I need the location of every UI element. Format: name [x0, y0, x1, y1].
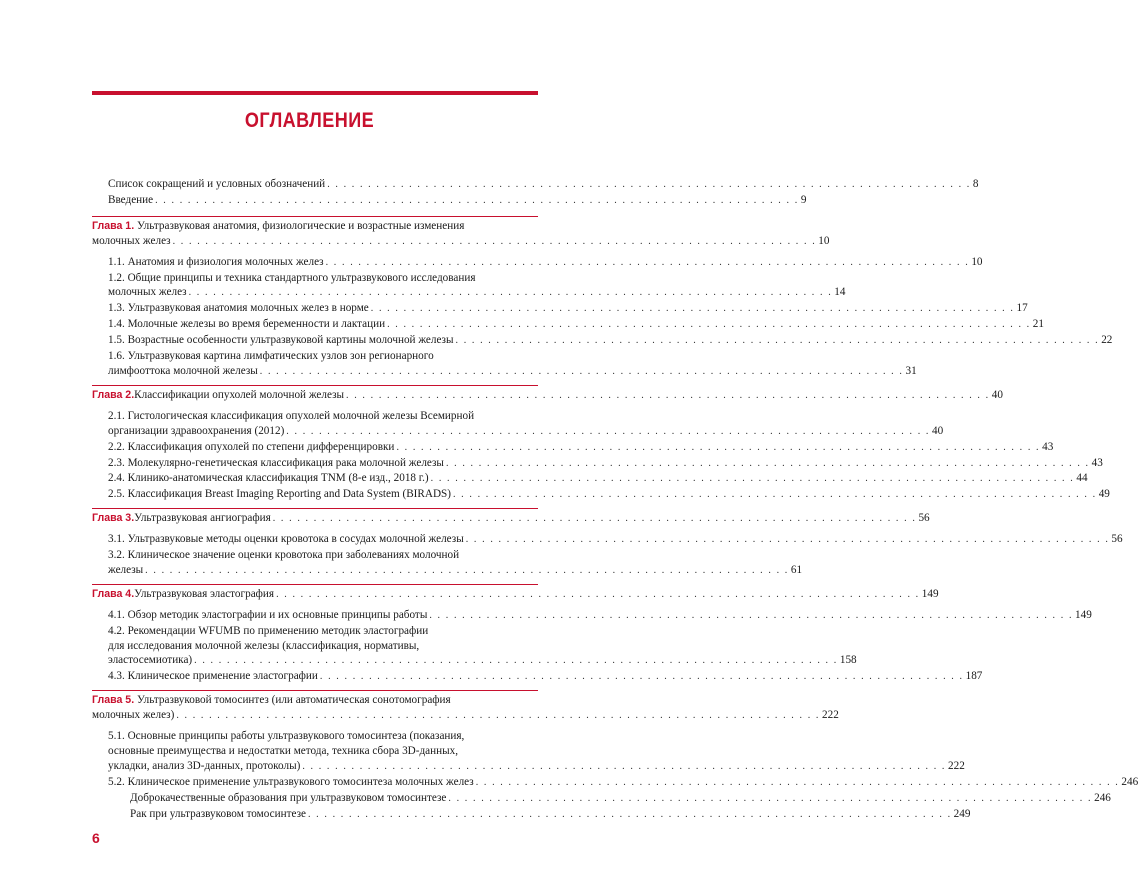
toc-entry-line — [92, 511, 930, 527]
toc-entry-text: 1.4. Молочные железы во время беременности и лактации — [108, 318, 386, 331]
toc-entry[interactable] — [92, 456, 1103, 472]
toc-entry-text: Доброкачественные образования при ультразвуковом томосинтезе — [130, 791, 447, 804]
toc-entry[interactable] — [92, 511, 930, 527]
toc-entry-text: Ультразвуковая анатомия, физиологические и возрастные изменения — [136, 219, 465, 232]
page-ref: 22 — [1101, 334, 1113, 347]
toc-entry-line — [92, 285, 846, 301]
toc-entry-line — [92, 775, 1138, 791]
chapter-block — [92, 690, 1138, 822]
toc-entry-text: молочных желез — [92, 234, 171, 247]
toc-entry-text: 3.2. Клиническое значение оценки кровотока при заболеваниях молочной — [108, 549, 460, 562]
toc-entry-line — [92, 333, 1113, 349]
toc-entry-line — [92, 532, 1123, 548]
toc-entry[interactable] — [92, 624, 857, 670]
dot-leader: . . . . . . . . . . . . . . . . . . . . . . . . . . . . . . . . . . . . . . . . . . . . . . . . . . . . . . . . . . . . . . . . . . . . . . . . . . . . . . . — [194, 655, 838, 667]
toc-entry-text: организации здравоохранения (2012) — [108, 424, 285, 437]
dot-leader: . . . . . . . . . . . . . . . . . . . . . . . . . . . . . . . . . . . . . . . . . . . . . . . . . . . . . . . . . . . . . . . . . . . . . . . . . . . . . . . — [475, 776, 1120, 788]
toc-entry-text: 2.1. Гистологическая классификация опухолей молочной железы Всемирной — [108, 409, 475, 422]
dot-leader: . . . . . . . . . . . . . . . . . . . . . . . . . . . . . . . . . . . . . . . . . . . . . . . . . . . . . . . . . . . . . . . . . . . . . . . . . . . . . . . — [455, 335, 1100, 347]
toc-entry-line — [92, 471, 1088, 487]
page-ref: 8 — [972, 178, 979, 190]
dot-leader: . . . . . . . . . . . . . . . . . . . . . . . . . . . . . . . . . . . . . . . . . . . . . . . . . . . . . . . . . . . . . . . . . . . . . . . . . . . . . . . — [396, 441, 1041, 453]
toc-entry[interactable] — [92, 301, 1028, 317]
toc-entry-line — [92, 669, 983, 685]
page-ref: 10 — [971, 255, 983, 268]
toc-entry[interactable] — [92, 532, 1123, 548]
dot-leader: . . . . . . . . . . . . . . . . . . . . . . . . . . . . . . . . . . . . . . . . . . . . . . . . . . . . . . . . . . . . . . . . . . . . . . . . . . . . . . . — [387, 319, 1031, 331]
dot-leader: . . . . . . . . . . . . . . . . . . . . . . . . . . . . . . . . . . . . . . . . . . . . . . . . . . . . . . . . . . . . . . . . . . . . . . . . . . . . . . . — [145, 564, 789, 576]
page-ref: 249 — [953, 807, 971, 820]
toc-entry-line — [92, 424, 944, 440]
toc-entry-line — [92, 608, 1092, 624]
toc-entry-line — [92, 563, 803, 579]
page-ref: 31 — [905, 364, 917, 377]
dot-leader: . . . . . . . . . . . . . . . . . . . . . . . . . . . . . . . . . . . . . . . . . . . . . . . . . . . . . . . . . . . . . . . . . . . . . . . . . . . . . . . — [448, 792, 1093, 804]
dot-leader: . . . . . . . . . . . . . . . . . . . . . . . . . . . . . . . . . . . . . . . . . . . . . . . . . . . . . . . . . . . . . . . . . . . . . . . . . . . . . . . — [176, 710, 821, 722]
top-rule — [92, 91, 538, 95]
toc-entry-text: 5.1. Основные принципы работы ультразвукового томосинтеза (показания, — [108, 730, 465, 743]
table-of-contents — [92, 177, 1138, 823]
chapter-label: Глава 3. — [92, 512, 135, 525]
toc-entry-line — [92, 729, 538, 744]
toc-entry-line — [92, 744, 538, 759]
toc-entry-line — [92, 791, 1111, 807]
chapter-block — [92, 508, 1123, 579]
toc-entry-text: 4.3. Клиническое применение эластографии — [108, 670, 318, 683]
chapter-block — [92, 385, 1110, 503]
page-ref: 14 — [834, 286, 846, 299]
dot-leader: . . . . . . . . . . . . . . . . . . . . . . . . . . . . . . . . . . . . . . . . . . . . . . . . . . . . . . . . . . . . . . . . . . . . . . . . . . . . . . . — [188, 287, 833, 299]
toc-entry-line — [92, 349, 538, 364]
dot-leader: . . . . . . . . . . . . . . . . . . . . . . . . . . . . . . . . . . . . . . . . . . . . . . . . . . . . . . . . . . . . . . . . . . . . . . . . . . . . . . . — [319, 671, 964, 683]
toc-entry-text: молочных желез — [108, 286, 187, 299]
toc-entry-text: железы — [108, 563, 144, 576]
toc-entry[interactable] — [92, 587, 939, 603]
chapter-label: Глава 1. — [92, 219, 135, 232]
page-ref: 43 — [1042, 440, 1054, 453]
toc-entry-line — [92, 364, 917, 380]
toc-entry-line — [92, 653, 857, 669]
page-ref: 9 — [800, 193, 807, 206]
page-ref: 246 — [1094, 791, 1111, 804]
toc-entry[interactable] — [92, 791, 1111, 807]
dot-leader: . . . . . . . . . . . . . . . . . . . . . . . . . . . . . . . . . . . . . . . . . . . . . . . . . . . . . . . . . . . . . . . . . . . . . . . . . . . . . . . — [276, 588, 920, 600]
toc-entry-text: основные преимущества и недостатки метода, техника сбора 3D-данных, — [108, 745, 459, 757]
toc-entry-text: 1.2. Общие принципы и техника стандартного ультразвукового исследования — [108, 271, 476, 284]
dot-leader: . . . . . . . . . . . . . . . . . . . . . . . . . . . . . . . . . . . . . . . . . . . . . . . . . . . . . . . . . . . . . . . . . . . . . . . . . . . . . . . — [429, 609, 1074, 621]
toc-entry-text: укладки, анализ 3D-данных, протоколы) — [108, 759, 301, 772]
dot-leader: . . . . . . . . . . . . . . . . . . . . . . . . . . . . . . . . . . . . . . . . . . . . . . . . . . . . . . . . . . . . . . . . . . . . . . . . . . . . . . . — [445, 457, 1090, 469]
page-ref: 49 — [1098, 488, 1110, 501]
toc-entry-line — [92, 317, 1044, 333]
toc-entry[interactable] — [92, 193, 807, 209]
dot-leader: . . . . . . . . . . . . . . . . . . . . . . . . . . . . . . . . . . . . . . . . . . . . . . . . . . . . . . . . . . . . . . . . . . . . . . . . . . . . . . . — [155, 194, 799, 206]
toc-entry[interactable] — [92, 807, 971, 823]
toc-entry-line — [92, 234, 830, 250]
toc-entry[interactable] — [92, 388, 1003, 404]
toc-entry-text: лимфооттока молочной железы — [108, 364, 258, 377]
toc-entry-line — [92, 548, 538, 563]
toc-entry-line — [92, 708, 839, 724]
page-ref: 17 — [1016, 302, 1028, 315]
dot-leader: . . . . . . . . . . . . . . . . . . . . . . . . . . . . . . . . . . . . . . . . . . . . . . . . . . . . . . . . . . . . . . . . . . . . . . . . . . . . . . . — [465, 534, 1110, 546]
page-ref: 40 — [991, 388, 1003, 401]
toc-entry-line — [92, 624, 538, 639]
toc-entry-line — [92, 759, 965, 775]
dot-leader: . . . . . . . . . . . . . . . . . . . . . . . . . . . . . . . . . . . . . . . . . . . . . . . . . . . . . . . . . . . . . . . . . . . . . . . . . . . . . . . — [307, 808, 952, 820]
page-ref: 246 — [1121, 775, 1138, 788]
toc-entry-line — [92, 587, 939, 603]
page-ref: 21 — [1032, 318, 1044, 331]
toc-entry[interactable] — [92, 255, 983, 271]
dot-leader: . . . . . . . . . . . . . . . . . . . . . . . . . . . . . . . . . . . . . . . . . . . . . . . . . . . . . . . . . . . . . . . . . . . . . . . . . . . . . . . — [172, 235, 817, 247]
toc-entry[interactable] — [92, 440, 1054, 456]
toc-entry[interactable] — [92, 271, 846, 302]
page-number: 6 — [92, 830, 100, 846]
toc-entry[interactable] — [92, 487, 1110, 503]
toc-entry-text: 4.1. Обзор методик эластографии и их основные принципы работы — [108, 608, 428, 621]
page-ref: 149 — [921, 587, 939, 600]
toc-entry-line — [92, 639, 538, 654]
page-ref: 10 — [818, 234, 830, 247]
toc-entry-text: для исследования молочной железы (классификация, нормативы, — [108, 639, 420, 652]
toc-entry-text: 2.3. Молекулярно-генетическая классификация рака молочной железы — [108, 456, 444, 469]
toc-entry[interactable] — [92, 775, 1138, 791]
toc-entry-line — [92, 807, 971, 823]
toc-entry-text: Рак при ультразвуковом томосинтезе — [130, 807, 306, 820]
toc-entry-text: 5.2. Клиническое применение ультразвукового томосинтеза молочных желез — [108, 775, 474, 788]
chapter-block — [92, 584, 1092, 685]
toc-entry-line — [92, 271, 538, 286]
toc-entry[interactable] — [92, 471, 1088, 487]
toc-entry-line — [92, 301, 1028, 317]
toc-entry-text: 3.1. Ультразвуковые методы оценки кровотока в сосудах молочной железы — [108, 533, 464, 546]
chapter-label: Глава 2. — [92, 388, 135, 401]
dot-leader: . . . . . . . . . . . . . . . . . . . . . . . . . . . . . . . . . . . . . . . . . . . . . . . . . . . . . . . . . . . . . . . . . . . . . . . . . . . . . . . — [302, 760, 947, 772]
toc-entry[interactable] — [92, 333, 1113, 349]
toc-entry-text: Ультразвуковая эластография — [134, 587, 275, 600]
toc-entry[interactable] — [92, 349, 917, 380]
dot-leader: . . . . . . . . . . . . . . . . . . . . . . . . . . . . . . . . . . . . . . . . . . . . . . . . . . . . . . . . . . . . . . . . . . . . . . . . . . . . . . . — [452, 489, 1097, 501]
toc-entry-text: 4.2. Рекомендации WFUMB по применению методик эластографии — [108, 624, 429, 637]
toc-entry-line — [92, 388, 1003, 404]
toc-entry[interactable] — [92, 409, 944, 440]
dot-leader: . . . . . . . . . . . . . . . . . . . . . . . . . . . . . . . . . . . . . . . . . . . . . . . . . . . . . . . . . . . . . . . . . . . . . . . . . . . . . . . — [286, 425, 930, 437]
page-ref: 56 — [1111, 533, 1123, 546]
toc-entry-text: 2.2. Классификация опухолей по степени дифференцировки — [108, 440, 395, 453]
toc-entry-text: Список сокращений и условных обозначений — [108, 178, 326, 190]
toc-entry-text: Введение — [108, 193, 154, 206]
toc-entry-text: 1.3. Ультразвуковая анатомия молочных желез в норме — [108, 302, 369, 315]
dot-leader: . . . . . . . . . . . . . . . . . . . . . . . . . . . . . . . . . . . . . . . . . . . . . . . . . . . . . . . . . . . . . . . . . . . . . . . . . . . . . . . — [272, 513, 917, 525]
page-ref: 149 — [1075, 608, 1092, 621]
toc-entry-text: 1.1. Анатомия и физиология молочных желез — [108, 255, 324, 268]
toc-entry[interactable] — [92, 669, 983, 685]
dot-leader: . . . . . . . . . . . . . . . . . . . . . . . . . . . . . . . . . . . . . . . . . . . . . . . . . . . . . . . . . . . . . . . . . . . . . . . . . . . . . . . — [430, 473, 1075, 485]
toc-entry[interactable] — [92, 729, 965, 775]
toc-entry[interactable] — [92, 219, 830, 250]
toc-entry-text: Ультразвуковая ангиография — [134, 512, 271, 525]
chapter-label: Глава 4. — [92, 587, 135, 600]
dot-leader: . . . . . . . . . . . . . . . . . . . . . . . . . . . . . . . . . . . . . . . . . . . . . . . . . . . . . . . . . . . . . . . . . . . . . . . . . . . . . . . — [325, 256, 970, 268]
page-ref: 61 — [790, 563, 803, 576]
page-ref: 222 — [948, 759, 965, 772]
page-ref: 158 — [839, 654, 857, 667]
toc-entry[interactable] — [92, 177, 979, 193]
toc-entry-line — [92, 487, 1110, 503]
page-ref: 222 — [822, 709, 839, 722]
toc-entry[interactable] — [92, 548, 803, 579]
toc-entry-text: 2.4. Клинико-анатомическая классификация TNM (8-е изд., 2018 г.) — [108, 472, 429, 485]
toc-entry-line — [92, 255, 983, 271]
dot-leader: . . . . . . . . . . . . . . . . . . . . . . . . . . . . . . . . . . . . . . . . . . . . . . . . . . . . . . . . . . . . . . . . . . . . . . . . . . . . . . . — [327, 179, 971, 190]
dot-leader: . . . . . . . . . . . . . . . . . . . . . . . . . . . . . . . . . . . . . . . . . . . . . . . . . . . . . . . . . . . . . . . . . . . . . . . . . . . . . . . — [370, 303, 1015, 315]
toc-entry[interactable] — [92, 317, 1044, 333]
toc-entry-text: 1.5. Возрастные особенности ультразвуковой картины молочной железы — [108, 334, 454, 347]
chapter-label: Глава 5. — [92, 694, 135, 707]
toc-entry-line — [92, 456, 1103, 472]
page-ref: 187 — [965, 670, 983, 683]
toc-entry-line — [92, 409, 538, 424]
toc-entry-text: Ультразвуковой томосинтез (или автоматическая сонотомография — [136, 694, 451, 707]
toc-entry-line — [92, 440, 1054, 456]
page-ref: 56 — [918, 512, 930, 525]
chapter-block — [92, 216, 1113, 380]
toc-entry-text: эластосемиотика) — [108, 654, 193, 667]
page-ref: 43 — [1091, 456, 1103, 469]
toc-entry-text: 2.5. Классификация Breast Imaging Reporting and Data System (BIRADS) — [108, 488, 451, 501]
toc-entry[interactable] — [92, 693, 839, 724]
toc-entry-text: 1.6. Ультразвуковая картина лимфатических узлов зон регионарного — [108, 350, 434, 363]
dot-leader: . . . . . . . . . . . . . . . . . . . . . . . . . . . . . . . . . . . . . . . . . . . . . . . . . . . . . . . . . . . . . . . . . . . . . . . . . . . . . . . — [259, 365, 904, 377]
page-ref: 44 — [1076, 472, 1088, 485]
toc-entry[interactable] — [92, 608, 1092, 624]
toc-entry-text: молочных желез) — [92, 709, 175, 722]
dot-leader: . . . . . . . . . . . . . . . . . . . . . . . . . . . . . . . . . . . . . . . . . . . . . . . . . . . . . . . . . . . . . . . . . . . . . . . . . . . . . . . — [346, 389, 990, 401]
toc-entry-text: Классификации опухолей молочной железы — [134, 388, 345, 401]
page-title: ОГЛАВЛЕНИЕ — [244, 109, 375, 132]
toc-entry-line — [92, 693, 538, 708]
toc-entry-line — [92, 219, 538, 234]
page-ref: 40 — [932, 424, 944, 437]
